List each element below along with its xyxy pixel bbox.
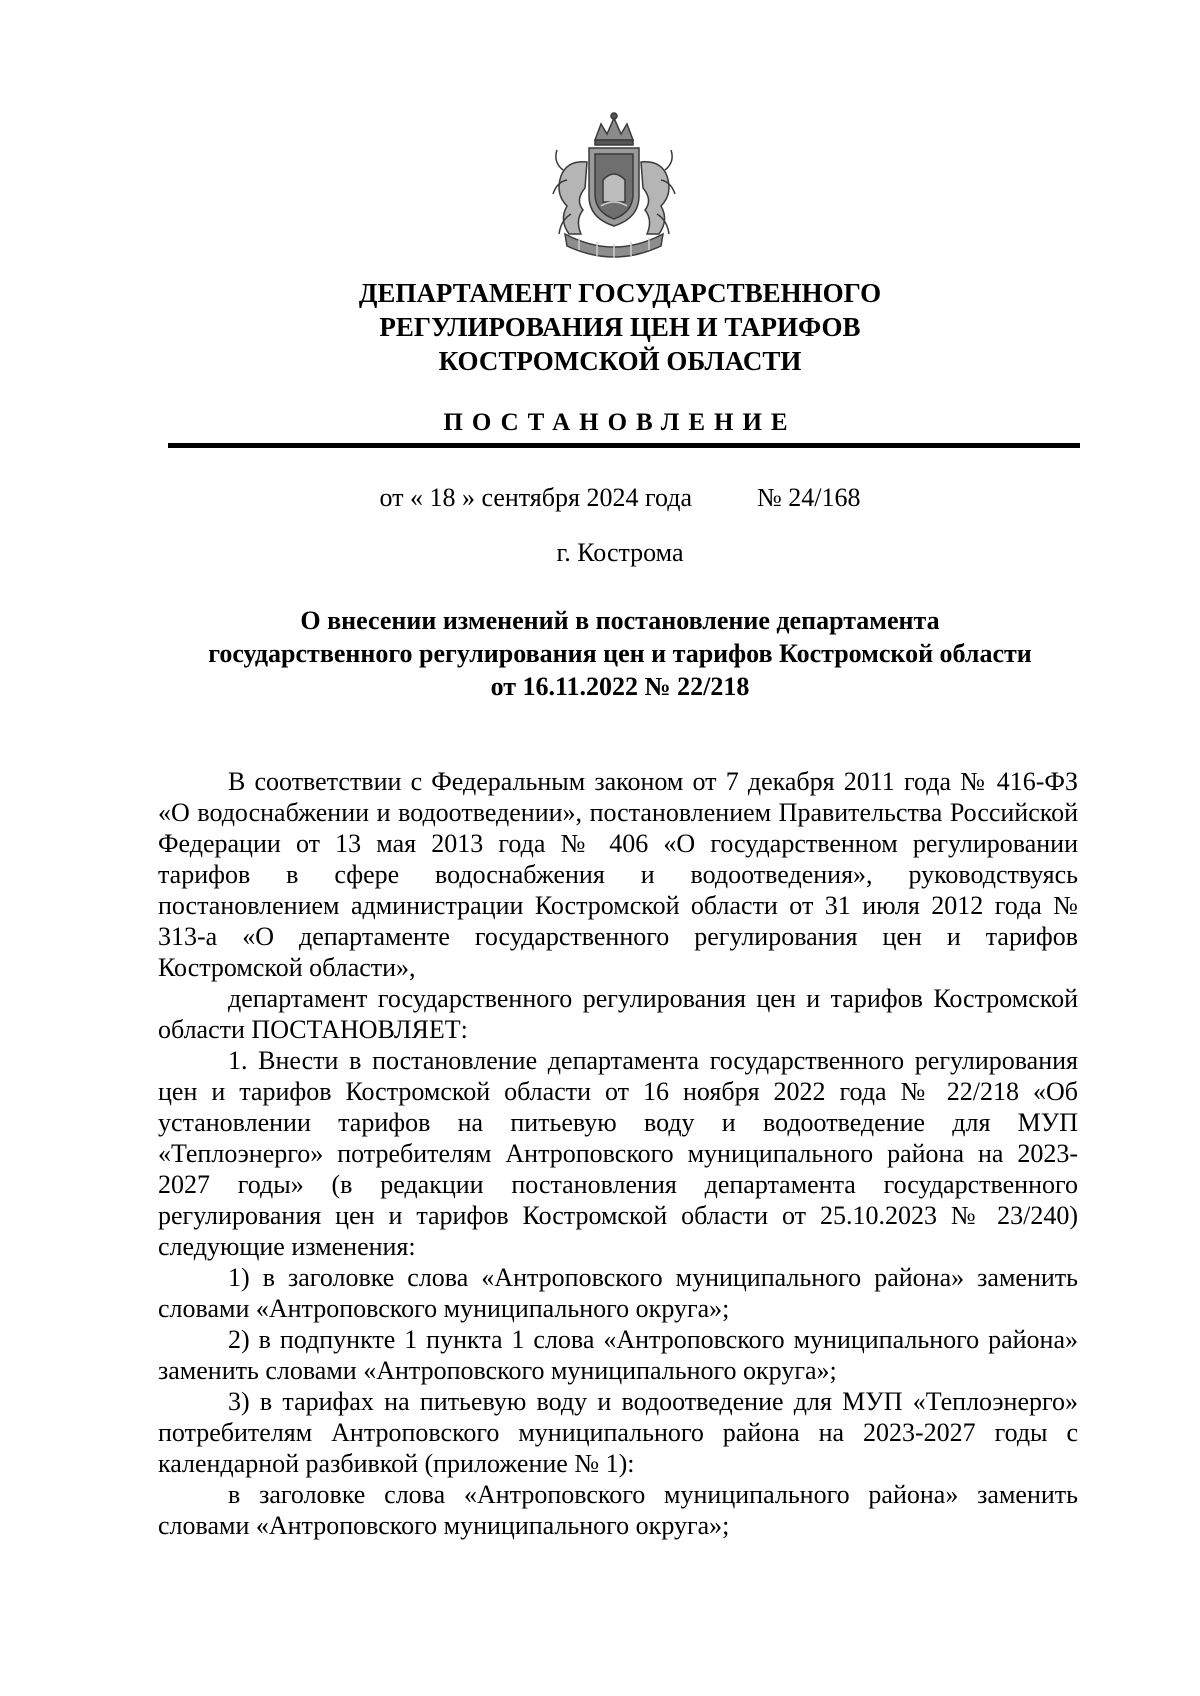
subject-line-3: от 16.11.2022 № 22/218: [490, 672, 750, 701]
organization-line-1: ДЕПАРТАМЕНТ ГОСУДАРСТВЕННОГО: [358, 278, 882, 308]
organization-line-3: КОСТРОМСКОЙ ОБЛАСТИ: [438, 346, 802, 376]
document-date: от « 18 » сентября 2024 года: [379, 483, 692, 512]
document-type-title: ПОСТАНОВЛЕНИЕ: [443, 409, 797, 436]
body-paragraph-subitem-1: 1) в заголовке слова «Антроповского муниципального района» заменить словами «Антроповского муниципального округа»;: [158, 1263, 1078, 1323]
body-paragraph-subitem-2: 2) в подпункте 1 пункта 1 слова «Антроповского муниципального района» заменить словами «Антроповского муниципального округа»;: [158, 1325, 1078, 1385]
subject-line-2: государственного регулирования цен и тарифов Костромской области: [208, 639, 1032, 668]
subject-line-1: О внесении изменений в постановление департамента: [300, 606, 940, 635]
coat-of-arms-emblem: [545, 110, 683, 262]
body-paragraph-preamble: В соответствии с Федеральным законом от 7 декабря 2011 года № 416-ФЗ «О водоснабжении и водоотведении», постановлением Правительства Российской Федерации от 13 мая 2013 года № 406 «О государственном регулировании тарифов в сфере водоснабжения и водоотведения», руководствуясь постановлением администрации Костромской области от 31 июля 2012 года № 313-а «О департаменте государственного регулирования цен и тарифов Костромской области»,: [158, 767, 1078, 982]
document-city: г. Кострома: [556, 538, 684, 567]
body-paragraph-resolves: департамент государственного регулирования цен и тарифов Костромской области ПОСТАНОВЛЯЕТ:: [158, 984, 1078, 1044]
document-subject: [160, 604, 1080, 703]
body-paragraph-subitem-3: 3) в тарифах на питьевую воду и водоотведение для МУП «Теплоэнерго» потребителям Антроповского муниципального района на 2023-2027 годы с календарной разбивкой (приложение № 1):: [158, 1387, 1078, 1478]
document-number: № 24/168: [757, 483, 861, 512]
document-date-number: [160, 482, 1080, 514]
organization-name: [160, 276, 1080, 378]
organization-line-2: РЕГУЛИРОВАНИЯ ЦЕН И ТАРИФОВ: [379, 312, 861, 342]
document-body: [158, 766, 1078, 1541]
body-paragraph-subitem-3-detail: в заголовке слова «Антроповского муниципального района» заменить словами «Антроповского муниципального округа»;: [158, 1480, 1078, 1540]
body-paragraph-item-1: 1. Внести в постановление департамента государственного регулирования цен и тарифов Костромской области от 16 ноября 2022 года № 22/218 «Об установлении тарифов на питьевую воду и водоотведение для МУП «Теплоэнерго» потребителям Антроповского муниципального района на 2023-2027 годы» (в редакции постановления департамента государственного регулирования цен и тарифов Костромской области от 25.10.2023 № 23/240) следующие изменения:: [158, 1046, 1078, 1261]
header-divider: [168, 443, 1080, 448]
